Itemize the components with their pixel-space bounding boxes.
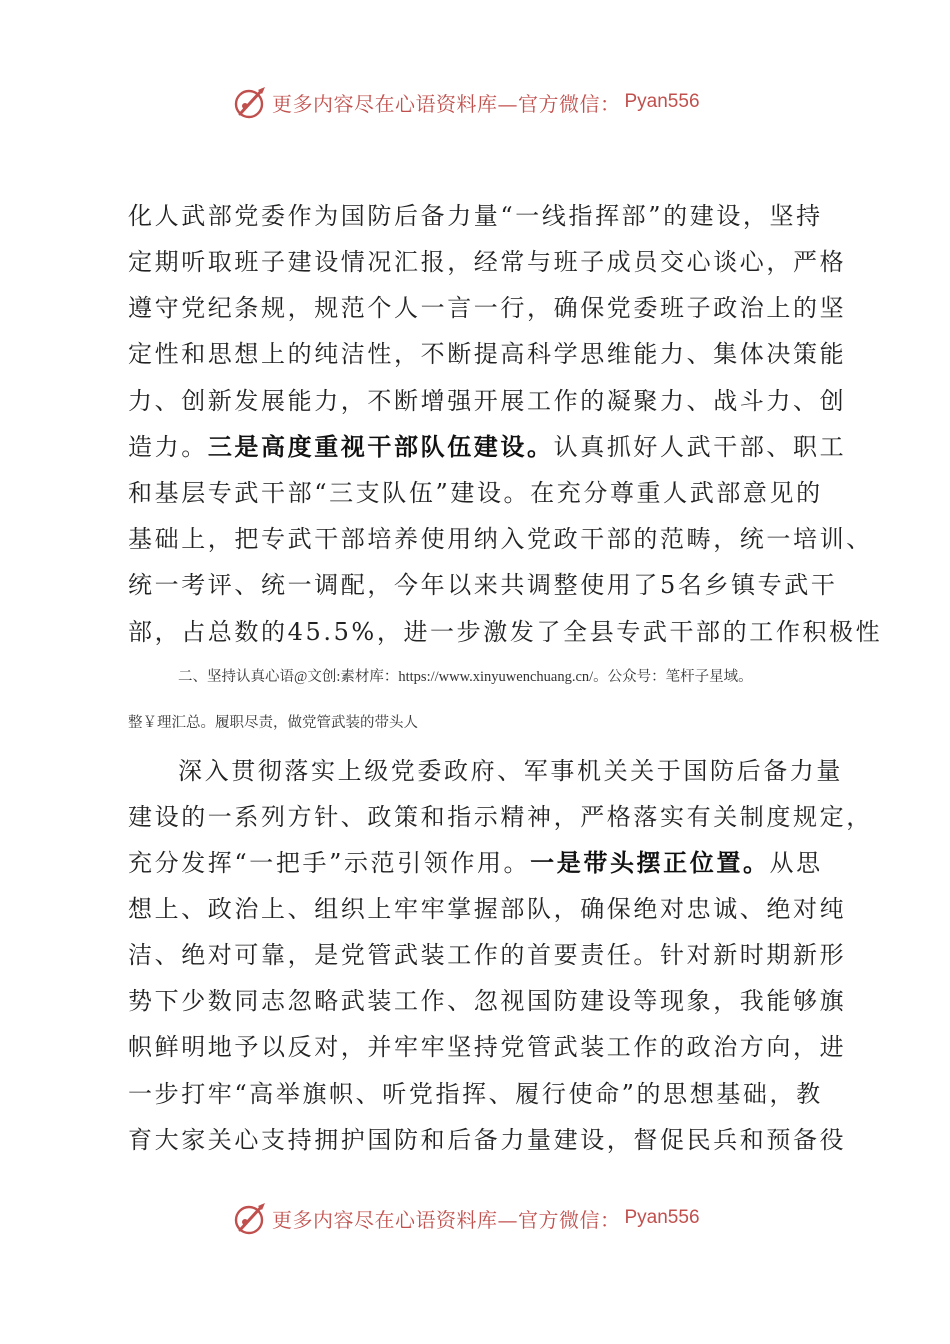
pen-logo-icon [232,1200,268,1236]
paragraph-1-line: 定期听取班子建设情况汇报，经常与班子成员交心谈心，严格 [128,248,847,276]
paragraph-2-line: 帜鲜明地予以反对，并牢牢坚持党管武装工作的政治方向，进 [128,1033,847,1061]
paragraph-1-line: 力、创新发展能力，不断增强开展工作的凝聚力、战斗力、创 [128,387,847,415]
paragraph-1-line: 统一考评、统一调配，今年以来共调整使用了5名乡镇专武干 [128,571,838,599]
banner-text: 更多内容尽在心语资料库—官方微信： [272,91,621,116]
banner-contact: Pyan556 [624,1207,700,1228]
section-heading-line: 二、坚持认真心语@文创:素材库：https://www.xinyuwenchuang.cn/。公众号：笔杆子星域。 [178,669,753,685]
paragraph-1-line: 遵守党纪条规，规范个人一言一行，确保党委班子政治上的坚 [128,294,847,322]
text-run: 造力。 [128,433,208,461]
paragraph-2-line: 建设的一系列方针、政策和指示精神，严格落实有关制度规定， [128,803,873,831]
paragraph-1-line: 定性和思想上的纯洁性，不断提高科学思维能力、集体决策能 [128,340,847,368]
text-run: 充分发挥“一把手”示范引领作用。 [128,849,531,877]
paragraph-2-line: 一步打牢“高举旗帜、听党指挥、履行使命”的思想基础，教 [128,1080,823,1108]
bold-subheading: 三是高度重视干部队伍建设。 [207,432,554,461]
paragraph-2-line: 深入贯彻落实上级党委政府、军事机关关于国防后备力量 [178,757,843,785]
text-run: 从思 [769,849,823,877]
footer-banner [232,1198,700,1238]
paragraph-1-line [128,431,846,463]
paragraph-2-line: 育大家关心支持拥护国防和后备力量建设，督促民兵和预备役 [128,1126,847,1154]
paragraph-1-line: 基础上，把专武干部培养使用纳入党政干部的范畴，统一培训、 [128,525,873,553]
section-heading-line: 整￥理汇总。履职尽责，做党管武装的带头人 [128,715,418,731]
paragraph-1-line: 部，占总数的45.5%，进一步激发了全县专武干部的工作积极性 [128,618,883,646]
paragraph-2-line: 洁、绝对可靠，是党管武装工作的首要责任。针对新时期新形 [128,941,847,969]
paragraph-2-line [128,847,823,879]
paragraph-1-line: 和基层专武干部“三支队伍”建设。在充分尊重人武部意见的 [128,479,823,507]
header-banner [232,82,700,122]
paragraph-2-line: 想上、政治上、组织上牢牢掌握部队，确保绝对忠诚、绝对纯 [128,895,847,923]
banner-contact: Pyan556 [624,91,700,112]
pen-logo-icon [232,84,268,120]
bold-subheading: 一是带头摆正位置。 [530,848,770,877]
banner-text: 更多内容尽在心语资料库—官方微信： [272,1207,621,1232]
text-run: 认真抓好人武干部、职工 [553,433,847,461]
paragraph-1-line: 化人武部党委作为国防后备力量“一线指挥部”的建设，坚持 [128,202,823,230]
paragraph-2-line: 势下少数同志忽略武装工作、忽视国防建设等现象，我能够旗 [128,987,847,1015]
